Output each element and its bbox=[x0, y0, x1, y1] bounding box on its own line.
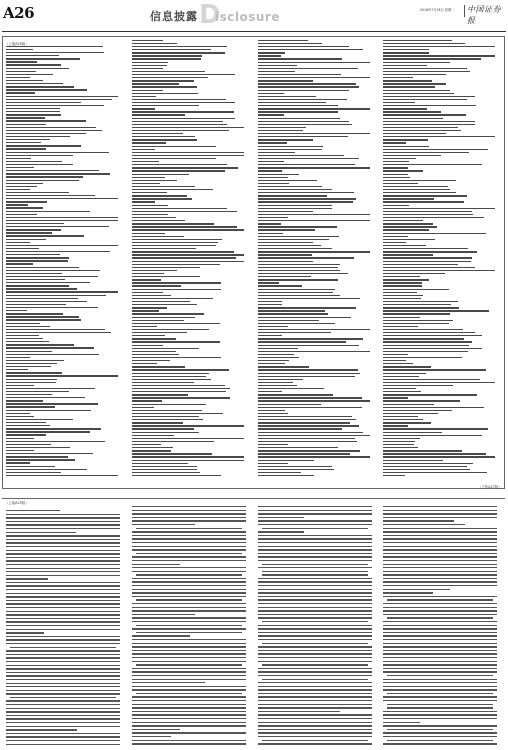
newspaper-name: 中国证券报 bbox=[467, 5, 501, 25]
text-line bbox=[132, 742, 250, 746]
continued-from-label-bottom: （上接A25版） bbox=[5, 501, 29, 505]
page-number: A26 bbox=[3, 4, 35, 22]
listing-column-1 bbox=[6, 45, 124, 481]
listing-column-2 bbox=[132, 39, 250, 481]
text-line bbox=[6, 743, 124, 747]
section-initial-letter: D bbox=[199, 0, 221, 30]
english-section-title: isclosure bbox=[215, 10, 280, 24]
continued-from-label-top: （上接A25版） bbox=[5, 42, 29, 46]
listing-column-3 bbox=[258, 39, 376, 481]
article-column-1 bbox=[6, 509, 124, 748]
masthead-divider bbox=[464, 5, 465, 17]
article-column-3 bbox=[258, 505, 376, 748]
text-line bbox=[258, 742, 376, 746]
text-line bbox=[132, 474, 250, 477]
text-line bbox=[383, 474, 501, 477]
issue-date: 2016年7月18日 星期一 bbox=[420, 8, 455, 12]
text-line bbox=[383, 742, 501, 746]
listing-column-4 bbox=[383, 39, 501, 481]
text-line bbox=[258, 474, 376, 477]
article-column-2 bbox=[132, 505, 250, 748]
section-title: 信息披露 bbox=[150, 10, 198, 23]
text-line bbox=[6, 474, 124, 477]
masthead bbox=[0, 0, 508, 32]
article-column-4 bbox=[383, 505, 501, 748]
continued-to-label: （下转A27版） bbox=[478, 485, 502, 489]
masthead-rule bbox=[2, 31, 506, 32]
